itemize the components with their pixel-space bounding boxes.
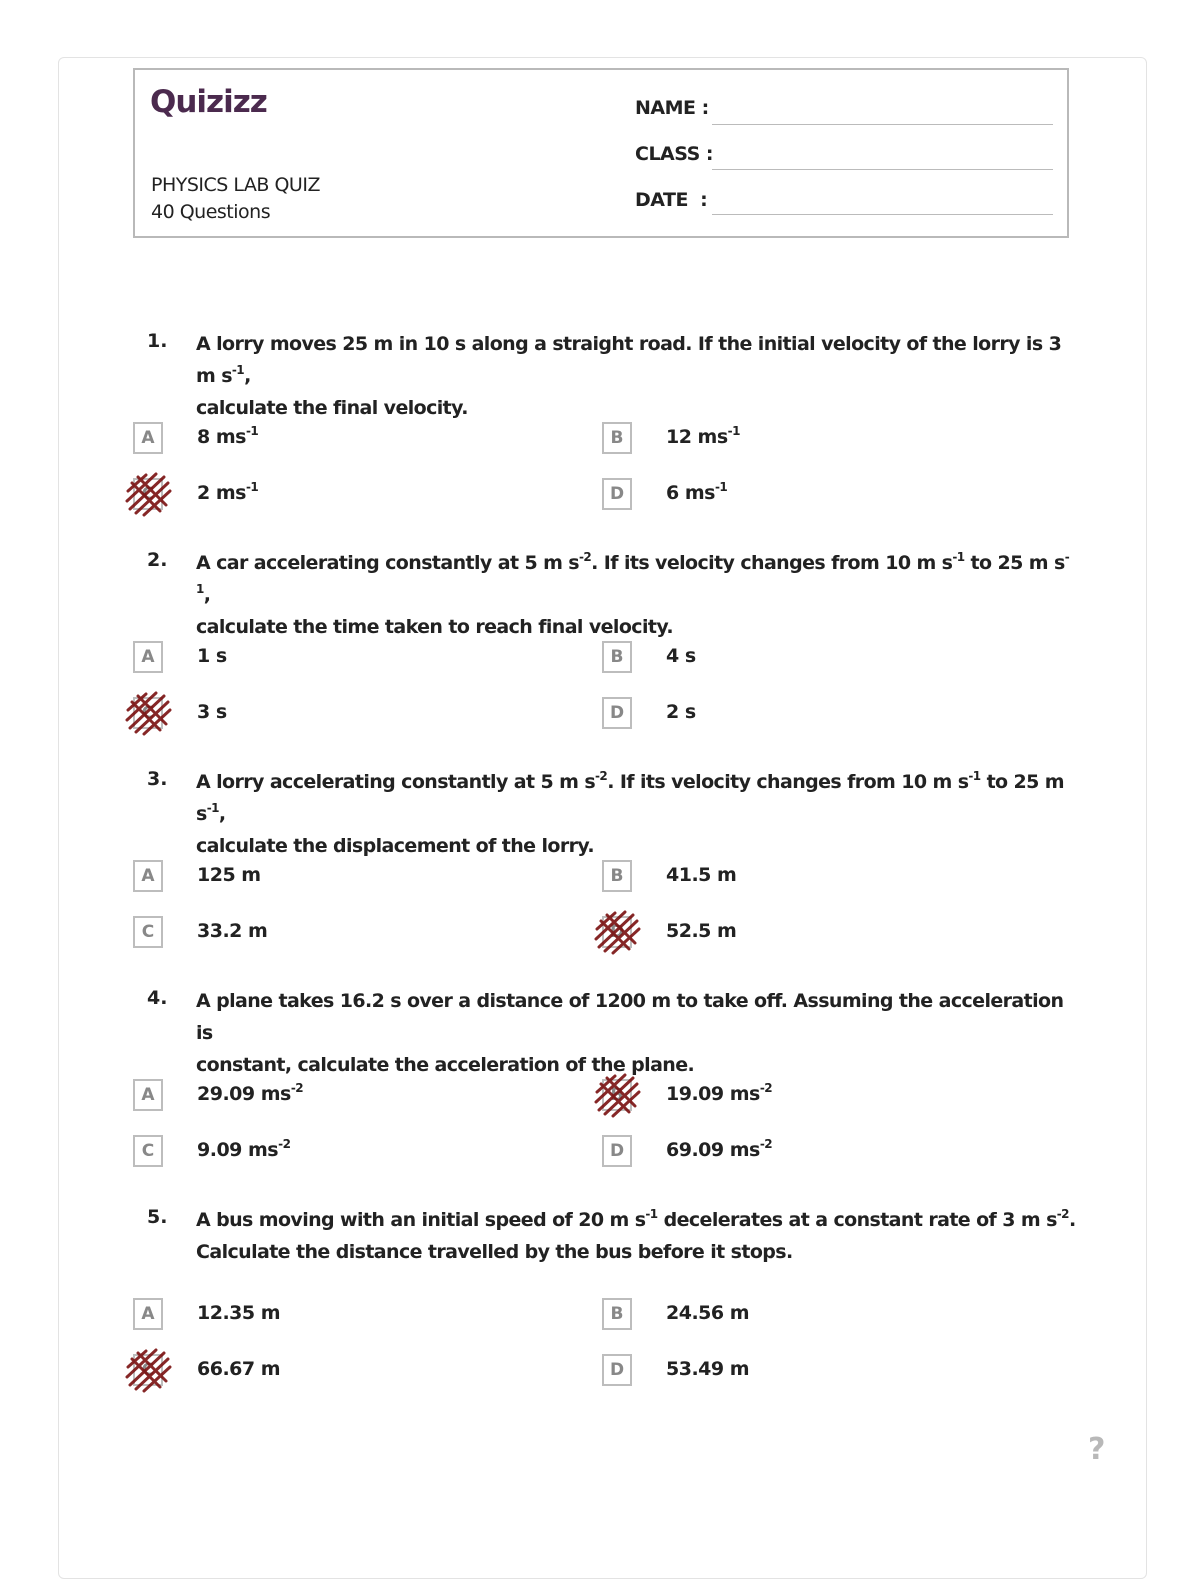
question-text: A lorry moves 25 m in 10 s along a straight road. If the initial velocity of the lorry is 3 m $s^{-1}$, calculate the final velocity. [196,333,1062,419]
option-c-box[interactable]: C [133,478,163,510]
option-b-text: 41.5 m [666,864,737,886]
quizizz-logo: Quizizz [150,84,267,120]
name-field[interactable] [712,124,1053,125]
option-c-box[interactable]: C [133,916,163,948]
name-label: NAME : [635,97,709,119]
option-d-text: 69.09 $ms^{-2}$ [666,1137,773,1161]
option-a-box[interactable]: A [133,1079,163,1111]
class-label: CLASS : [635,143,713,165]
quiz-title: PHYSICS LAB QUIZ [151,174,320,196]
answer-mark-scribble [124,1345,172,1393]
option-b-box[interactable]: B [602,1298,632,1330]
header-box [133,68,1069,238]
option-a-text: 125 m [197,864,261,886]
option-b-text: 4 s [666,645,696,667]
option-a-text: 29.09 $ms^{-2}$ [197,1081,304,1105]
option-b-box[interactable]: B [602,422,632,454]
option-d-text: 2 s [666,701,696,723]
date-label: DATE : [635,189,708,211]
question-mark-icon[interactable]: ? [1088,1432,1106,1467]
question-text: A car accelerating constantly at 5 m $s^{-2}$. If its velocity changes from 10 m $s^{-1}$ to 25 m $s^{-1}$, calculate the time taken to reach final velocity. [196,550,1070,638]
option-c-text: 9.09 $ms^{-2}$ [197,1137,291,1161]
question-number: 2. [147,549,168,571]
option-a-box[interactable]: A [133,641,163,673]
option-d-box[interactable]: D [602,697,632,729]
question-text: A bus moving with an initial speed of 20 m $s^{-1}$ decelerates at a constant rate of 3 m $s^{-2}$. Calculate the distance travelled by the bus before it stops. [196,1207,1076,1263]
option-c-text: 66.67 m [197,1358,281,1380]
option-c-box[interactable]: C [133,1354,163,1386]
option-c-box[interactable]: C [133,1135,163,1167]
question-count: 40 Questions [151,201,271,223]
answer-mark-scribble [593,1070,641,1118]
option-d-box[interactable]: D [602,1354,632,1386]
option-b-box[interactable]: B [602,860,632,892]
question-text: A plane takes 16.2 s over a distance of 1200 m to take off. Assuming the acceleration is constant, calculate the acceleration of the plane. [196,990,1064,1076]
option-d-box[interactable]: D [602,1135,632,1167]
answer-mark-scribble [124,688,172,736]
option-b-box[interactable]: B [602,1079,632,1111]
option-d-box[interactable]: D [602,916,632,948]
option-a-text: 8 $ms^{-1}$ [197,424,259,448]
option-a-text: 12.35 m [197,1302,281,1324]
question-number: 4. [147,987,168,1009]
option-c-text: 2 $ms^{-1}$ [197,480,259,504]
option-d-text: 52.5 m [666,920,737,942]
option-a-text: 1 s [197,645,227,667]
date-field[interactable] [712,214,1053,215]
option-a-box[interactable]: A [133,1298,163,1330]
answer-mark-scribble [124,469,172,517]
option-b-box[interactable]: B [602,641,632,673]
option-d-text: 53.49 m [666,1358,750,1380]
option-b-text: 12 $ms^{-1}$ [666,424,741,448]
class-field[interactable] [712,169,1053,170]
answer-mark-scribble [593,907,641,955]
option-a-box[interactable]: A [133,422,163,454]
option-c-text: 3 s [197,701,227,723]
option-d-box[interactable]: D [602,478,632,510]
question-number: 5. [147,1206,168,1228]
option-d-text: 6 $ms^{-1}$ [666,480,728,504]
option-c-text: 33.2 m [197,920,268,942]
option-a-box[interactable]: A [133,860,163,892]
question-number: 1. [147,330,168,352]
option-b-text: 24.56 m [666,1302,750,1324]
option-c-box[interactable]: C [133,697,163,729]
question-number: 3. [147,768,168,790]
question-text: A lorry accelerating constantly at 5 m $s^{-2}$. If its velocity changes from 10 m $s^{-1}$ to 25 m $s^{-1}$, calculate the displacement of the lorry. [196,769,1064,857]
option-b-text: 19.09 $ms^{-2}$ [666,1081,773,1105]
